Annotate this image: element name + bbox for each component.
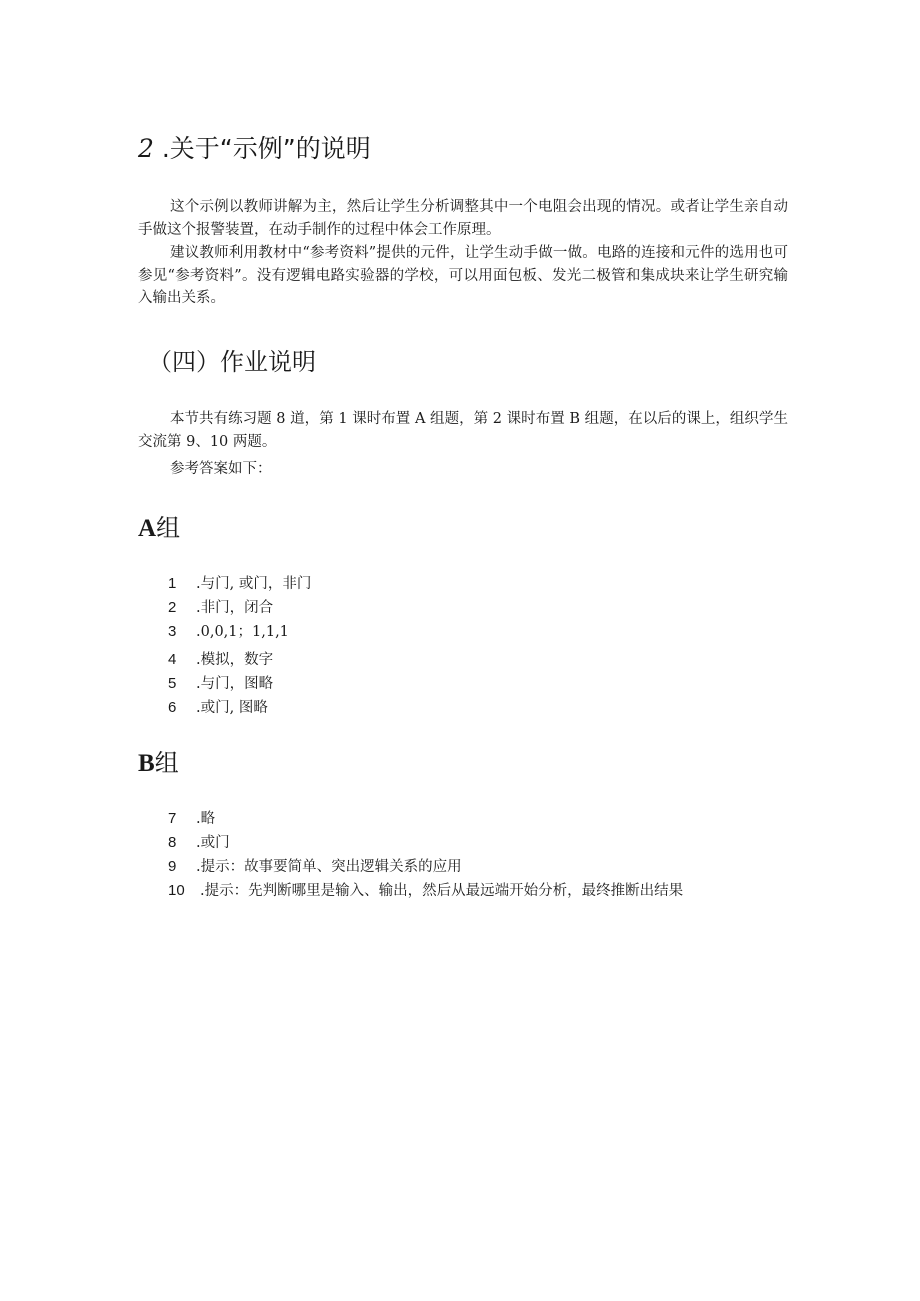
answer-text: .或门, 图略 <box>196 700 268 716</box>
answer-item <box>168 598 273 618</box>
answer-number: 10 <box>168 882 185 899</box>
answer-item <box>168 674 273 694</box>
answer-text: .提示：故事要简单、突出逻辑关系的应用 <box>196 859 462 875</box>
section-4-heading: （四）作业说明 <box>148 348 316 376</box>
section-2-paragraph-2: 建议教师利用教材中“参考资料”提供的元件，让学生动手做一做。电路的连接和元件的选用也可参见“参考资料”。没有逻辑电路实验器的学校，可以用面包板、发光二极管和集成块来让学生研究输入输出关系。 <box>138 245 788 306</box>
answer-number: 7 <box>168 810 177 827</box>
answer-item <box>168 881 683 901</box>
answer-text: .与门, 或门，非门 <box>196 576 312 592</box>
section-4-paragraph-1: 本节共有练习题 8 道，第 1 课时布置 A 组题，第 2 课时布置 B 组题，在以后的课上，组织学生交流第 9、10 两题。 <box>138 411 788 450</box>
section-2-number: 2 <box>138 134 154 163</box>
answer-text: .提示：先判断哪里是输入、输出，然后从最远端开始分析，最终推断出结果 <box>200 883 684 899</box>
answer-number: 5 <box>168 675 177 692</box>
answer-item <box>168 650 273 670</box>
group-a-letter: A <box>138 515 157 542</box>
section-2-heading <box>138 131 371 167</box>
answer-text: .或门 <box>196 835 230 851</box>
answer-item <box>168 833 230 853</box>
group-a-label: 组 <box>156 514 181 542</box>
answer-number: 1 <box>168 575 177 592</box>
answer-number: 4 <box>168 651 177 668</box>
answer-number: 9 <box>168 858 177 875</box>
group-a-heading <box>138 512 180 545</box>
answer-item <box>168 574 311 594</box>
group-b-label: 组 <box>154 749 179 777</box>
answer-item <box>168 698 268 718</box>
answer-item <box>168 857 462 877</box>
answer-item <box>168 622 289 642</box>
answer-number: 6 <box>168 699 177 716</box>
answer-number: 2 <box>168 599 177 616</box>
group-b-heading <box>138 747 179 780</box>
answer-text: .模拟，数字 <box>196 652 274 668</box>
answer-item <box>168 809 215 829</box>
answer-text: .略 <box>196 811 216 827</box>
section-2-paragraph-1: 这个示例以教师讲解为主，然后让学生分析调整其中一个电阻会出现的情况。或者让学生亲自动手做这个报警装置，在动手制作的过程中体会工作原理。 <box>138 199 788 238</box>
section-4-paragraph-2: 参考答案如下： <box>170 461 272 477</box>
answer-number: 8 <box>168 834 177 851</box>
answer-text: .非门，闭合 <box>196 600 274 616</box>
answer-text: .与门，图略 <box>196 676 274 692</box>
answer-number: 3 <box>168 623 177 640</box>
answer-text: .0,0,1；1,1,1 <box>196 624 289 640</box>
group-b-letter: B <box>138 750 155 777</box>
section-2-title: .关于“示例”的说明 <box>161 134 371 163</box>
